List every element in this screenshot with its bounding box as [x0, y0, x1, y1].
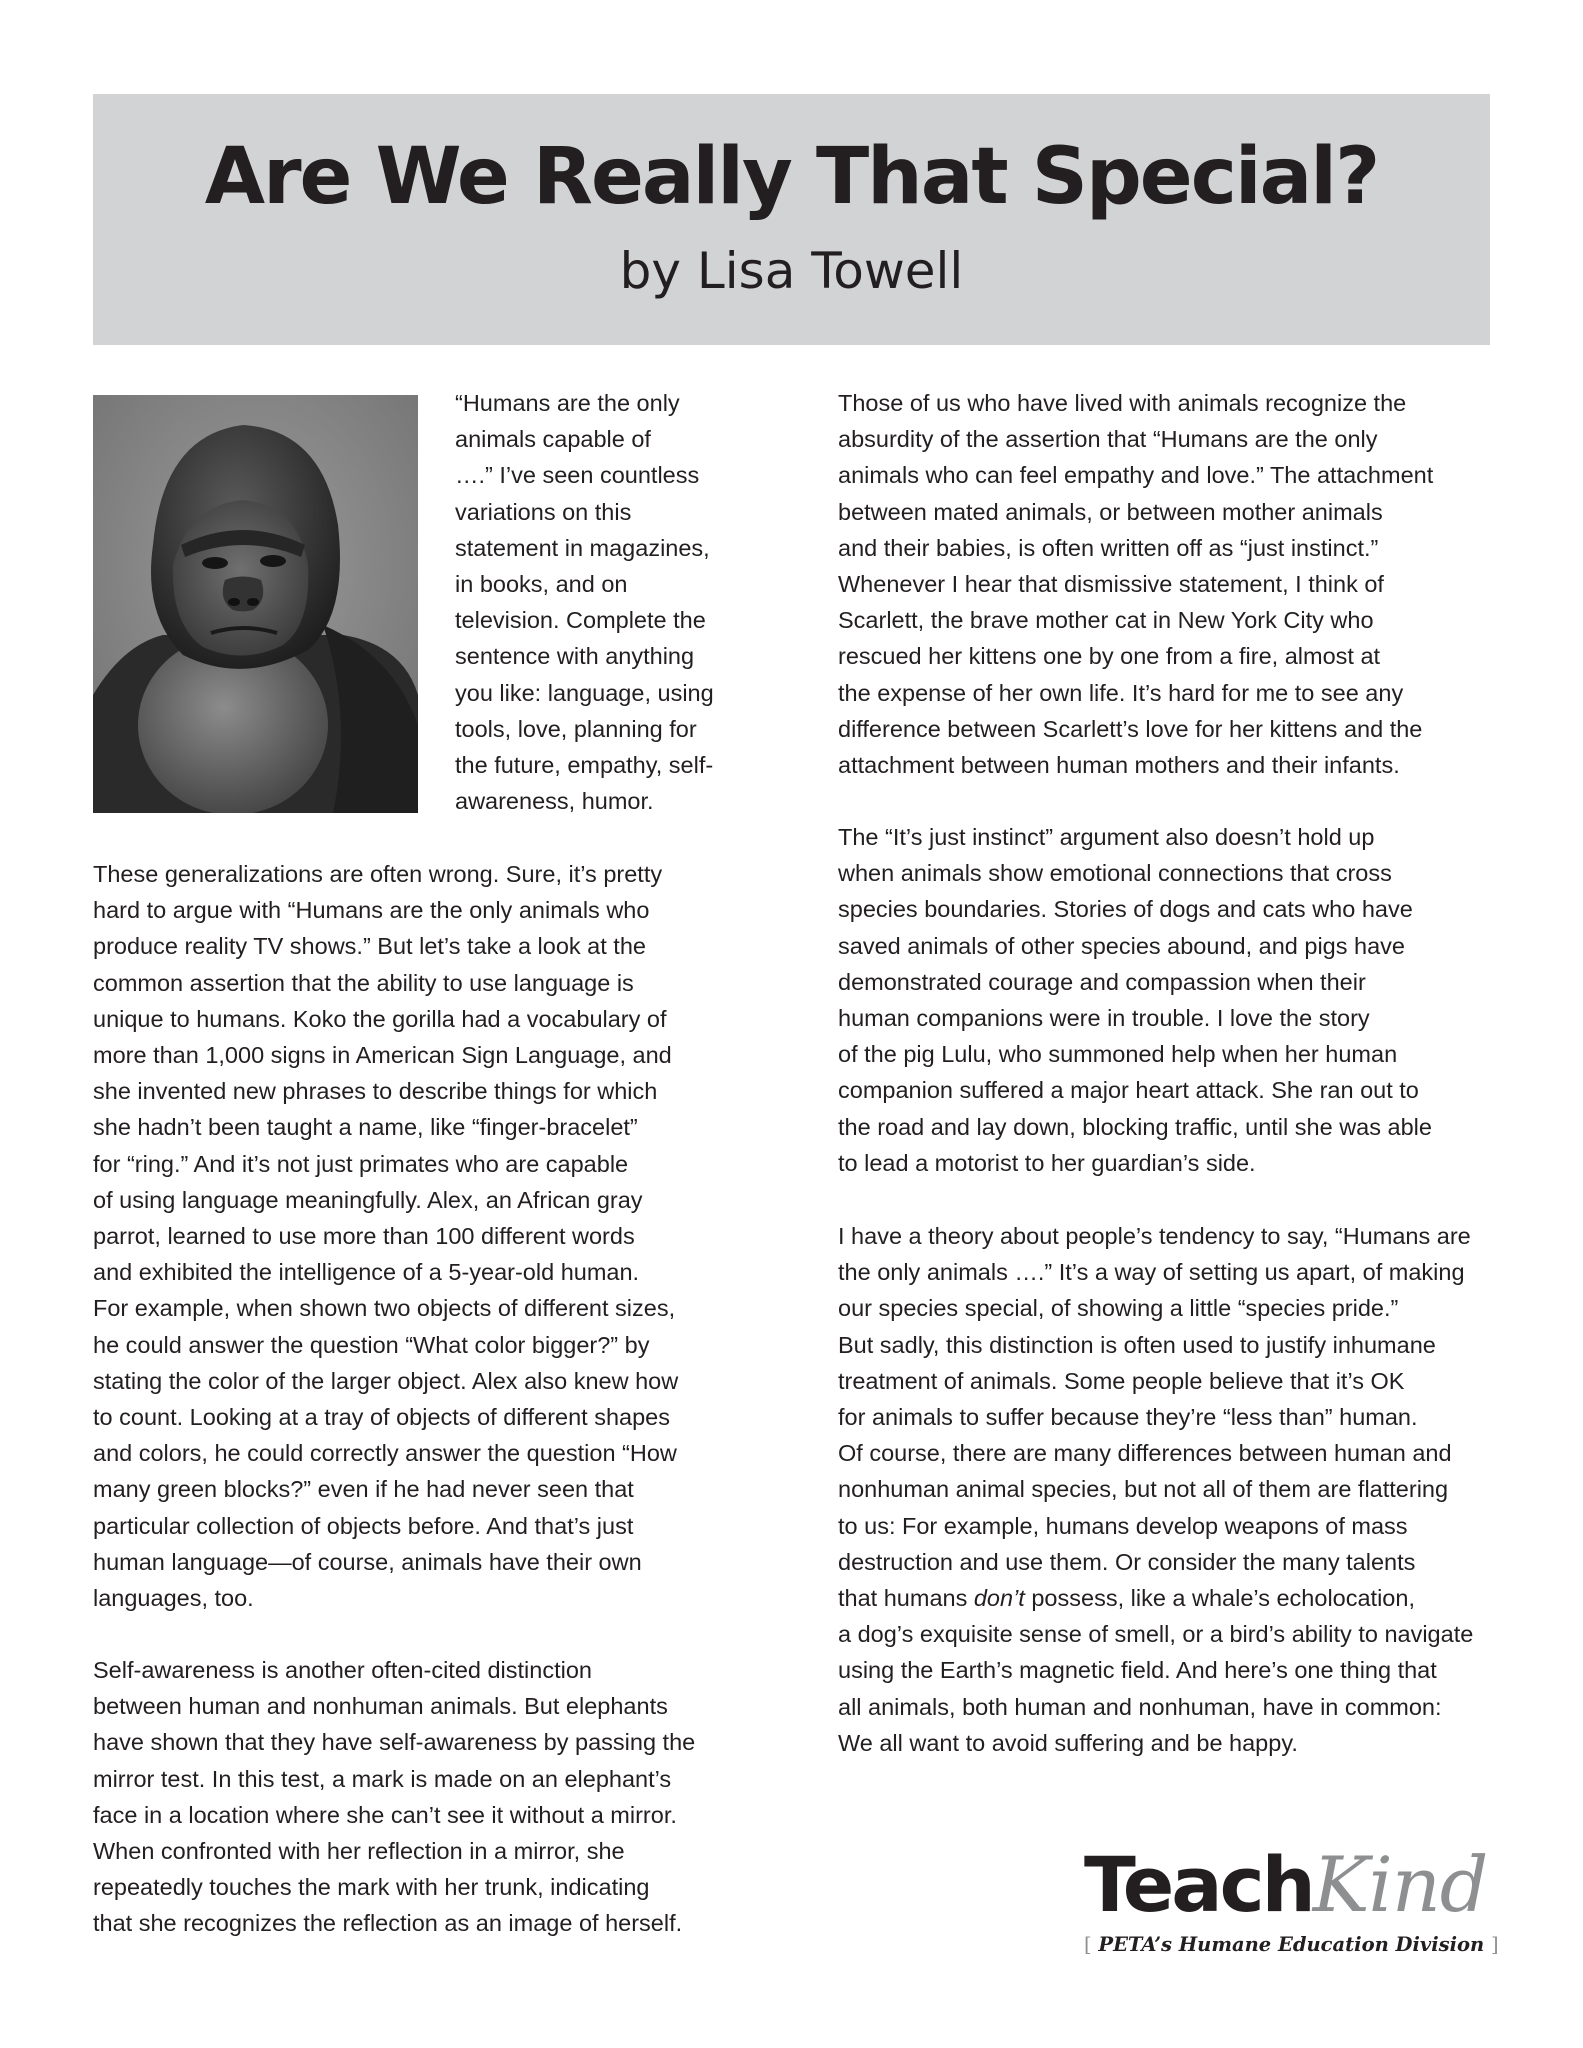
theory-text-emphasis: don’t — [973, 1585, 1025, 1612]
logo-wordmark — [1084, 1840, 1488, 1929]
title-banner — [93, 94, 1490, 345]
theory-text-a: I have a theory about people’s tendency to say, “Humans are the only animals ….” It’s a way of setting us apart, of making our species special, of showing a little “species pride.” But sadly, this distinction is often used to justify inhumane treatment of animals. Some people believe that it’s OK for animals to suffer because they’re “less than” human. Of course, there are many differences between human and nonhuman animal species, but not all of them are flattering to us: For example, humans develop weapons of mass destruction and use them. Or consider the many talents that humans — [838, 1223, 1471, 1612]
teachkind-logo — [1084, 1840, 1499, 1965]
gorilla-photo — [93, 395, 418, 813]
empathy-paragraph: Those of us who have lived with animals recognize the absurdity of the assertion that “Humans are the only animals who can feel empathy and love.” The attachment between mated animals, or between mother animals and their babies, is often written off as “just instinct.” Whenever I hear that dismissive statement, I think of Scarlett, the brave mother cat in New York City who rescued her kittens one by one from a fire, almost at the expense of her own life. It’s hard for me to see any difference between Scarlett’s love for her kittens and the attachment between human mothers and their infants. — [838, 390, 1434, 779]
bracket-close: ] — [1491, 1933, 1499, 1956]
self-awareness-paragraph: Self-awareness is another often-cited distinction between human and nonhuman animals. But elephants have shown that they have self-awareness by passing the mirror test. In this test, a mark is made on an elephant’s face in a location where she can’t see it without a mirror. When confronted with her reflection in a mirror, she repeatedly touches the mark with her trunk, indicating that she recognizes the reflection as an image of herself. — [93, 1657, 696, 1937]
instinct-paragraph: The “It’s just instinct” argument also doesn’t hold up when animals show emotional connections that cross species boundaries. Stories of dogs and cats who have saved animals of other species abound, and pigs have demonstrated courage and compassion when their human companions were in trouble. I love the story of the pig Lulu, who summoned help when her human companion suffered a major heart attack. She ran out to the road and lay down, blocking traffic, until she was able to lead a motorist to her guardian’s side. — [838, 824, 1432, 1176]
logo-teach-text: Teach — [1084, 1840, 1313, 1929]
language-paragraph: These generalizations are often wrong. Sure, it’s pretty hard to argue with “Humans are the only animals who produce reality TV shows.” But let’s take a look at the common assertion that the ability to use language is unique to humans. Koko the gorilla had a vocabulary of more than 1,000 signs in American Sign Language, and she invented new phrases to describe things for which she hadn’t been taught a name, like “finger-bracelet” for “ring.” And it’s not just primates who are capable of using language meaningfully. Alex, an African gray parrot, learned to use more than 100 different words and exhibited the intelligence of a 5-year-old human. For example, when shown two objects of different sizes, he could answer the question “What color bigger?” by stating the color of the larger object. Alex also knew how to count. Looking at a tray of objects of different shapes and colors, he could correctly answer the question “How many green blocks?” even if he had never seen that particular collection of objects before. And that’s just human language—of course, animals have their own languages, too. — [93, 861, 679, 1612]
theory-paragraph — [838, 1218, 1498, 1761]
logo-tagline — [1084, 1933, 1499, 1956]
theory-text-b: possess, like a whale’s echolocation, a dog’s exquisite sense of smell, or a bird’s ability to navigate using the Earth’s magnetic field. And here’s one thing that all animals, both human and nonhuman, have in common: We all want to avoid suffering and be happy. — [838, 1585, 1474, 1756]
gorilla-image — [93, 395, 418, 813]
intro-paragraph: “Humans are the only animals capable of ….” I’ve seen countless variations on this statement in magazines, in books, and on television. Complete the sentence with anything you like: language, using tools, love, planning for the future, empathy, self- awareness, humor. — [455, 390, 714, 815]
logo-kind-text: Kind — [1312, 1840, 1488, 1929]
page-title: Are We Really That Special? — [204, 132, 1379, 222]
tagline-text: PETA’s Humane Education Division — [1098, 1933, 1485, 1956]
bracket-open: [ — [1084, 1933, 1092, 1956]
author-byline: by Lisa Towell — [619, 242, 964, 300]
